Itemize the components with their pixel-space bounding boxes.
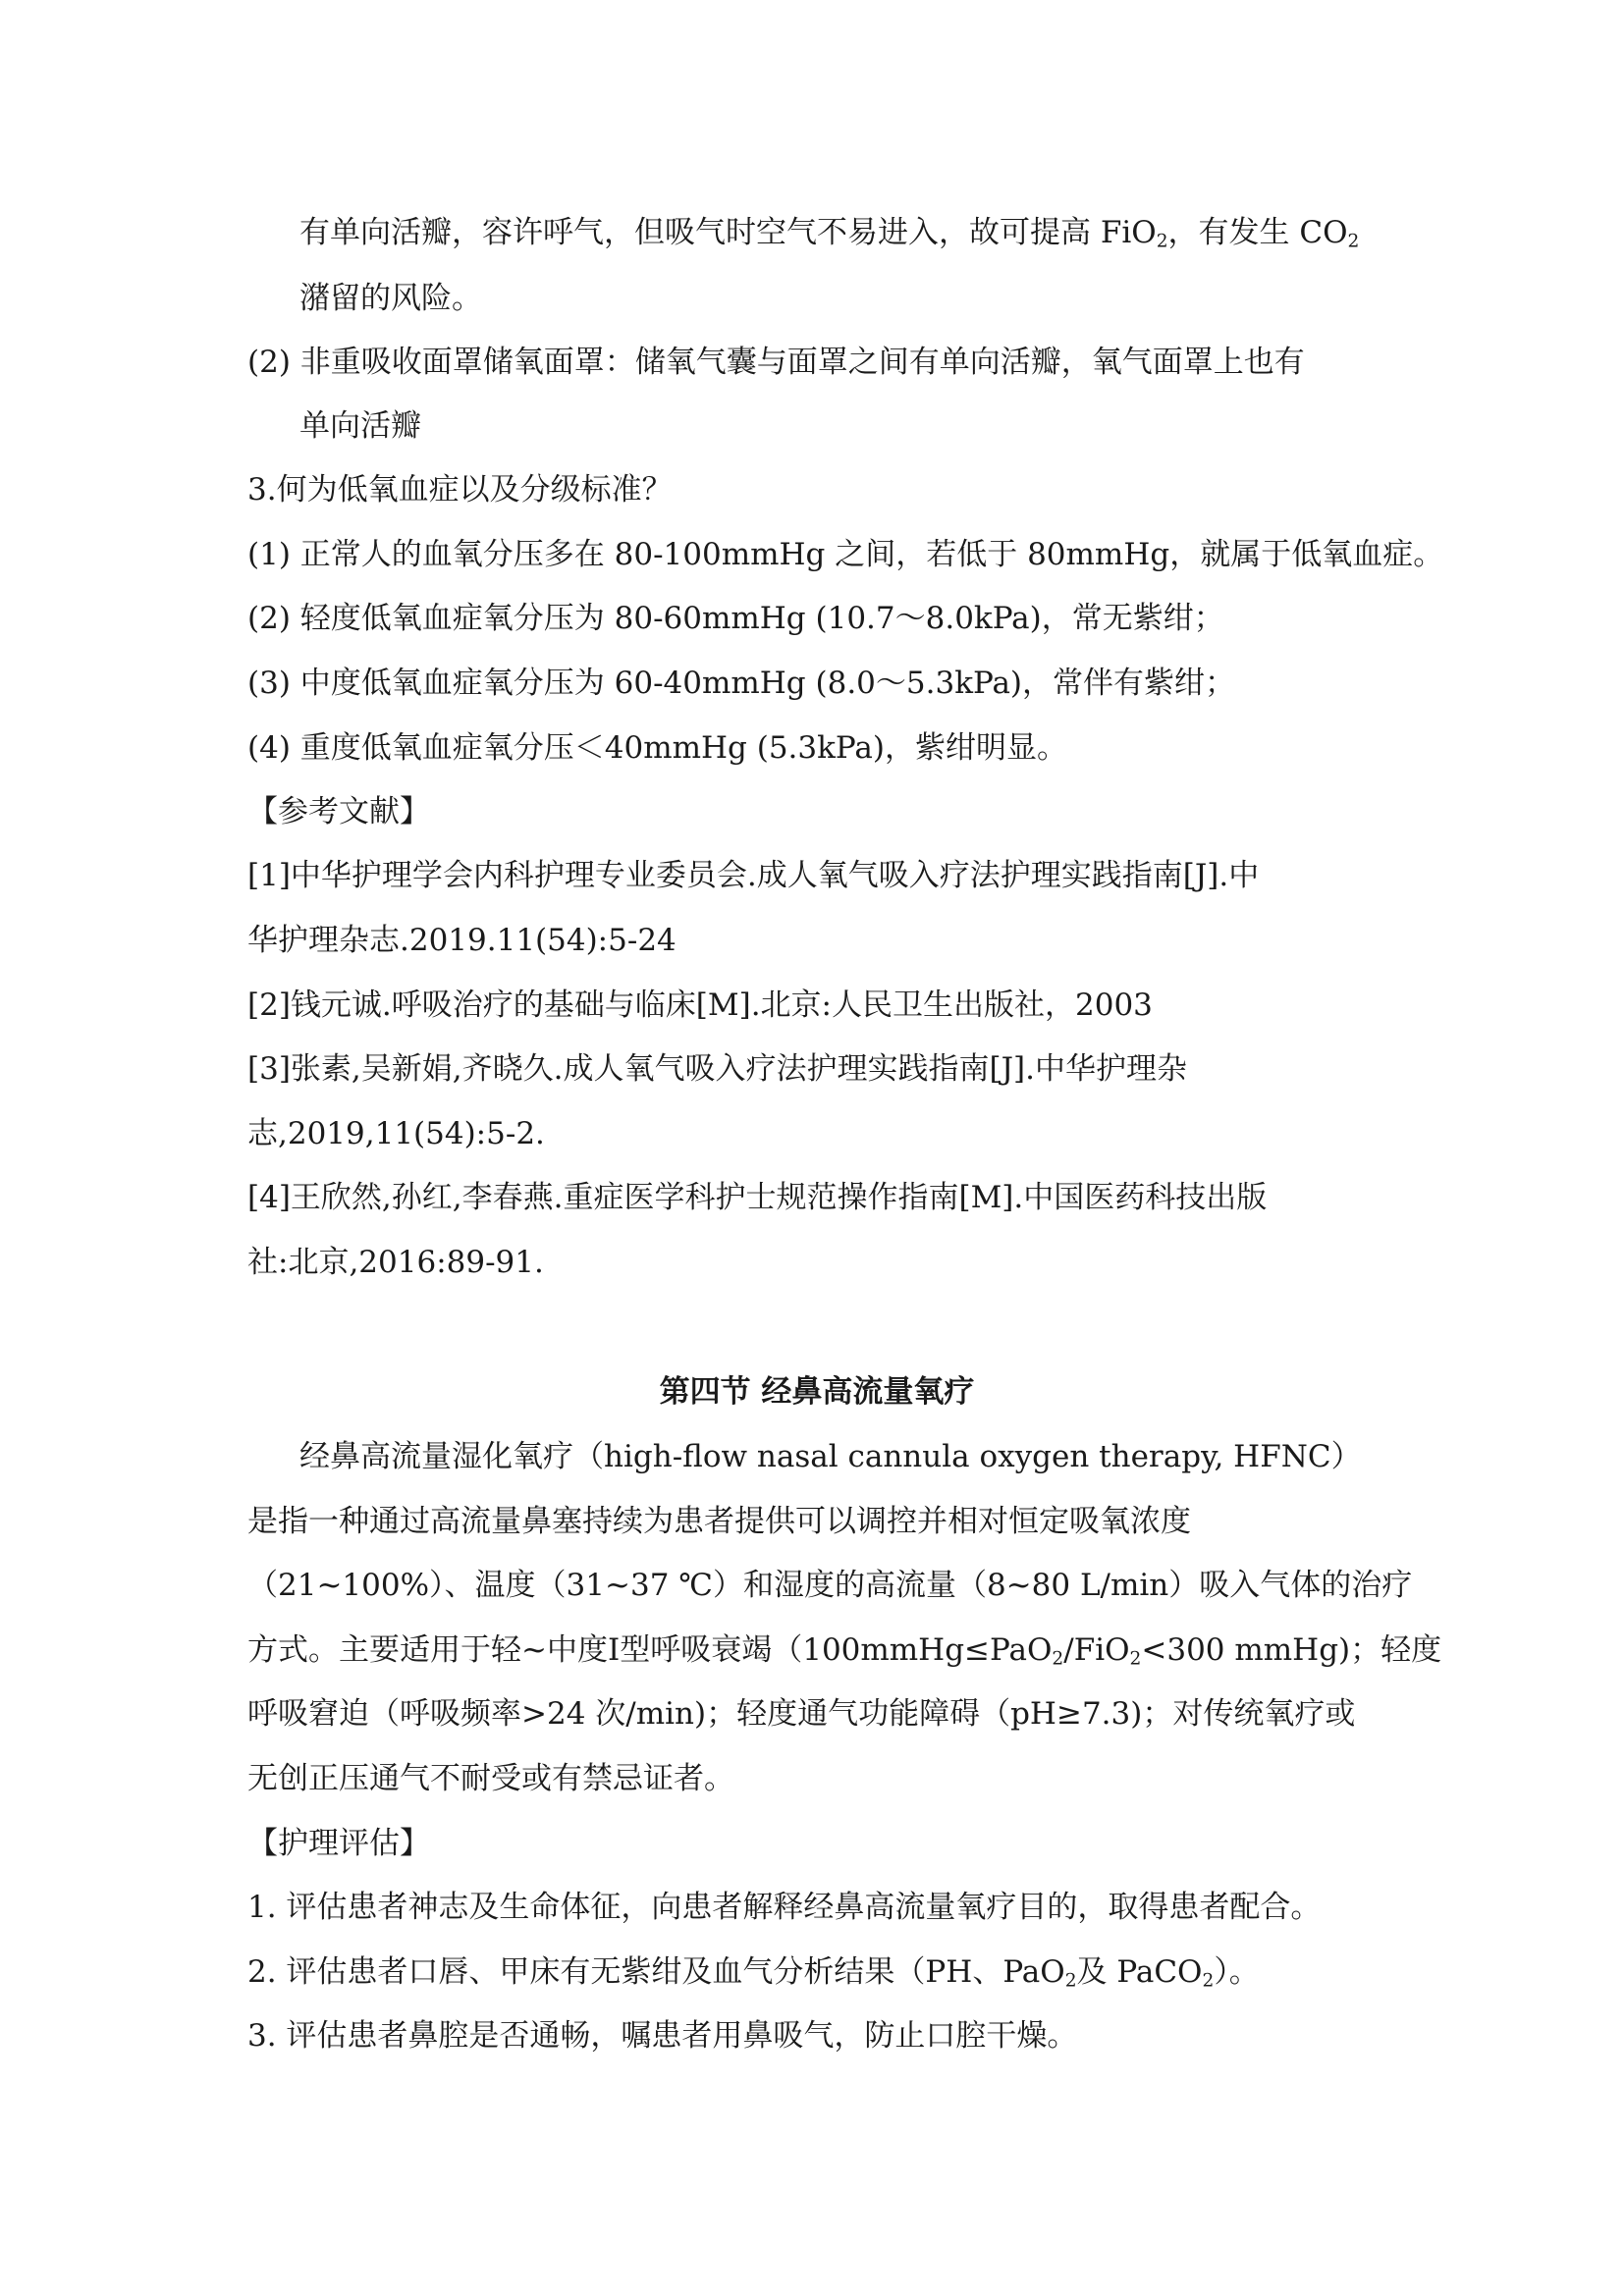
- text-line: 潴留的风险。: [299, 281, 482, 316]
- assessment-heading: 【护理评估】: [247, 1826, 430, 1861]
- list-item: 2. 评估患者口唇、甲床有无紫绀及血气分析结果（PH、PaO$_2$及 PaCO$_2$）。: [247, 1954, 1260, 1992]
- paragraph-line: 经鼻高流量湿化氧疗（high-flow nasal cannula oxygen therapy, HFNC）: [299, 1439, 1362, 1474]
- reference-item-cont: 社:北京,2016:89-91.: [247, 1245, 544, 1280]
- reference-item: [3]张素,吴新娟,齐晓久.成人氧气吸入疗法护理实践指南[J].中华护理杂: [247, 1051, 1187, 1087]
- section-question: 3.何为低氧血症以及分级标准？: [247, 472, 673, 507]
- list-item: (2) 轻度低氧血症氧分压为 80-60mmHg (10.7～8.0kPa)，常无紫绀；: [247, 601, 1224, 636]
- list-item: 1. 评估患者神志及生命体征，向患者解释经鼻高流量氧疗目的，取得患者配合。: [247, 1890, 1322, 1925]
- list-item: (4) 重度低氧血症氧分压＜40mmHg (5.3kPa)，紫绀明显。: [247, 730, 1067, 766]
- paragraph-line: 是指一种通过高流量鼻塞持续为患者提供可以调控并相对恒定吸氧浓度: [247, 1504, 1191, 1539]
- list-item: (3) 中度低氧血症氧分压为 60-40mmHg (8.0～5.3kPa)，常伴有紫绀；: [247, 666, 1236, 701]
- text-line: 单向活瓣: [299, 408, 421, 444]
- paragraph-line: 无创正压通气不耐受或有禁忌证者。: [247, 1761, 734, 1796]
- text-line: 有单向活瓣，容许呼气，但吸气时空气不易进入，故可提高 FiO$_2$，有发生 $CO_2$: [299, 215, 1360, 252]
- reference-item: [2]钱元诚.呼吸治疗的基础与临床[M].北京:人民卫生出版社，2003: [247, 988, 1153, 1023]
- list-item: 3. 评估患者鼻腔是否通畅，嘱患者用鼻吸气，防止口腔干燥。: [247, 2018, 1078, 2054]
- paragraph-line: 方式。主要适用于轻~中度Ⅰ型呼吸衰竭（100mmHg≤PaO$_2$/FiO$_2$<300 mmHg)；轻度: [247, 1632, 1442, 1670]
- reference-item: [1]中华护理学会内科护理专业委员会.成人氧气吸入疗法护理实践指南[J].中: [247, 858, 1260, 893]
- reference-item: [4]王欣然,孙红,李春燕.重症医学科护士规范操作指南[M].中国医药科技出版: [247, 1180, 1268, 1215]
- references-heading: 【参考文献】: [247, 794, 430, 829]
- paragraph-line: （21~100%）、温度（31~37 ℃）和湿度的高流量（8~80 L/min）吸入气体的治疗: [247, 1568, 1413, 1603]
- section-title: 第四节 经鼻高流量氧疗: [659, 1374, 975, 1410]
- reference-item-cont: 志,2019,11(54):5-2.: [247, 1116, 545, 1151]
- list-item: (2) 非重吸收面罩储氧面罩：储氧气囊与面罩之间有单向活瓣，氧气面罩上也有: [247, 345, 1305, 380]
- list-item: (1) 正常人的血氧分压多在 80-100mmHg 之间，若低于 80mmHg，就属于低氧血症。: [247, 537, 1444, 572]
- paragraph-line: 呼吸窘迫（呼吸频率>24 次/min)；轻度通气功能障碍（pH≥7.3)；对传统氧疗或: [247, 1696, 1356, 1732]
- reference-item-cont: 华护理杂志.2019.11(54):5-24: [247, 923, 677, 958]
